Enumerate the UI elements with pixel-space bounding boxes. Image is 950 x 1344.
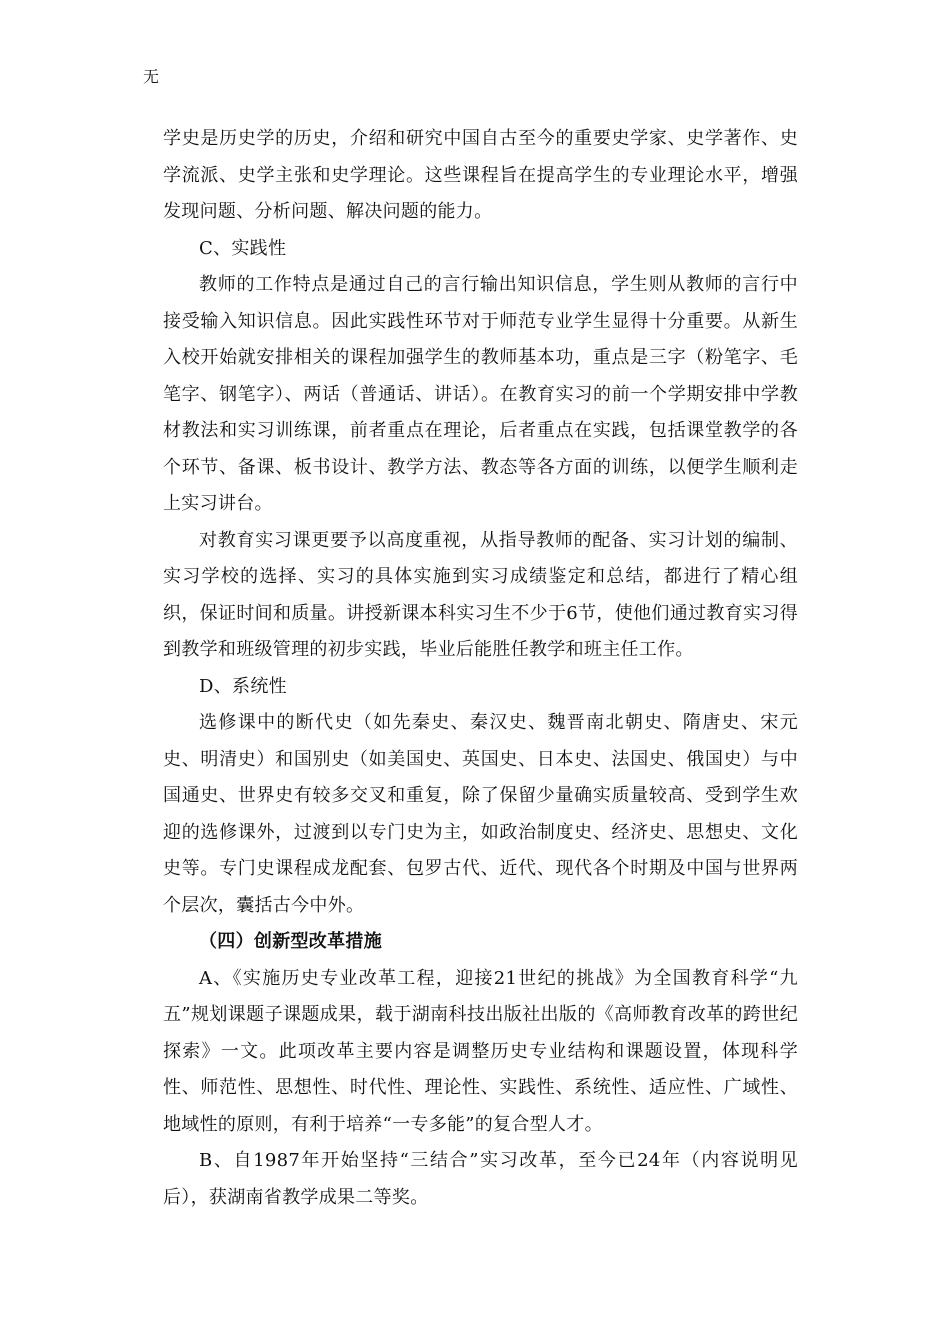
document-body [163, 121, 798, 1216]
paragraph-a: A、《实施历史专业改革工程，迎接21世纪的挑战》为全国教育科学“九五”规划课题子课题成果，载于湖南科技出版社出版的《高师教育改革的跨世纪探索》一文。此项改革主要内容是调整历史专业结构和课题设置，体现科学性、师范性、思想性、时代性、理论性、实践性、系统性、适应性、广域性、地域性的原则，有利于培养“一专多能”的复合型人才。 [163, 967, 798, 1135]
paragraph-b: B、自1987年开始坚持“三结合”实习改革，至今已24年（内容说明见后），获湖南省教学成果二等奖。 [163, 1150, 798, 1208]
paragraph-c1: 教师的工作特点是通过自己的言行输出知识信息，学生则从教师的言行中接受输入知识信息。因此实践性环节对于师范专业学生显得十分重要。从新生入校开始就安排相关的课程加强学生的教师基本功，重点是三字（粉笔字、毛笔字、钢笔字）、两话（普通话、讲话）。在教育实习的前一个学期安排中学教材教法和实习训练课，前者重点在理论，后者重点在实践，包括课堂教学的各个环节、备课、板书设计、教学方法、教态等各方面的训练，以便学生顺利走上实习讲台。 [163, 274, 798, 514]
paragraph-c2: 对教育实习课更要予以高度重视，从指导教师的配备、实习计划的编制、实习学校的选择、实习的具体实施到实习成绩鉴定和总结，都进行了精心组织，保证时间和质量。讲授新课本科实习生不少于6节，使他们通过教育实习得到教学和班级管理的初步实践，毕业后能胜任教学和班主任工作。 [163, 529, 798, 660]
section-heading-c: C、实践性 [199, 237, 287, 259]
page-header: 无 [143, 67, 160, 86]
section-heading-4: （四）创新型改革措施 [199, 931, 382, 952]
section-heading-d: D、系统性 [199, 675, 287, 697]
paragraph-intro: 学史是历史学的历史，介绍和研究中国自古至今的重要史学家、史学著作、史学流派、史学主张和史学理论。这些课程旨在提高学生的专业理论水平，增强发现问题、分析问题、解决问题的能力。 [163, 128, 798, 222]
paragraph-d1: 选修课中的断代史（如先秦史、秦汉史、魏晋南北朝史、隋唐史、宋元史、明清史）和国别史（如美国史、英国史、日本史、法国史、俄国史）与中国通史、世界史有较多交叉和重复，除了保留少量确实质量较高、受到学生欢迎的选修课外，过渡到以专门史为主，如政治制度史、经济史、思想史、文化史等。专门史课程成龙配套、包罗古代、近代、现代各个时期及中国与世界两个层次，囊括古今中外。 [163, 712, 798, 916]
